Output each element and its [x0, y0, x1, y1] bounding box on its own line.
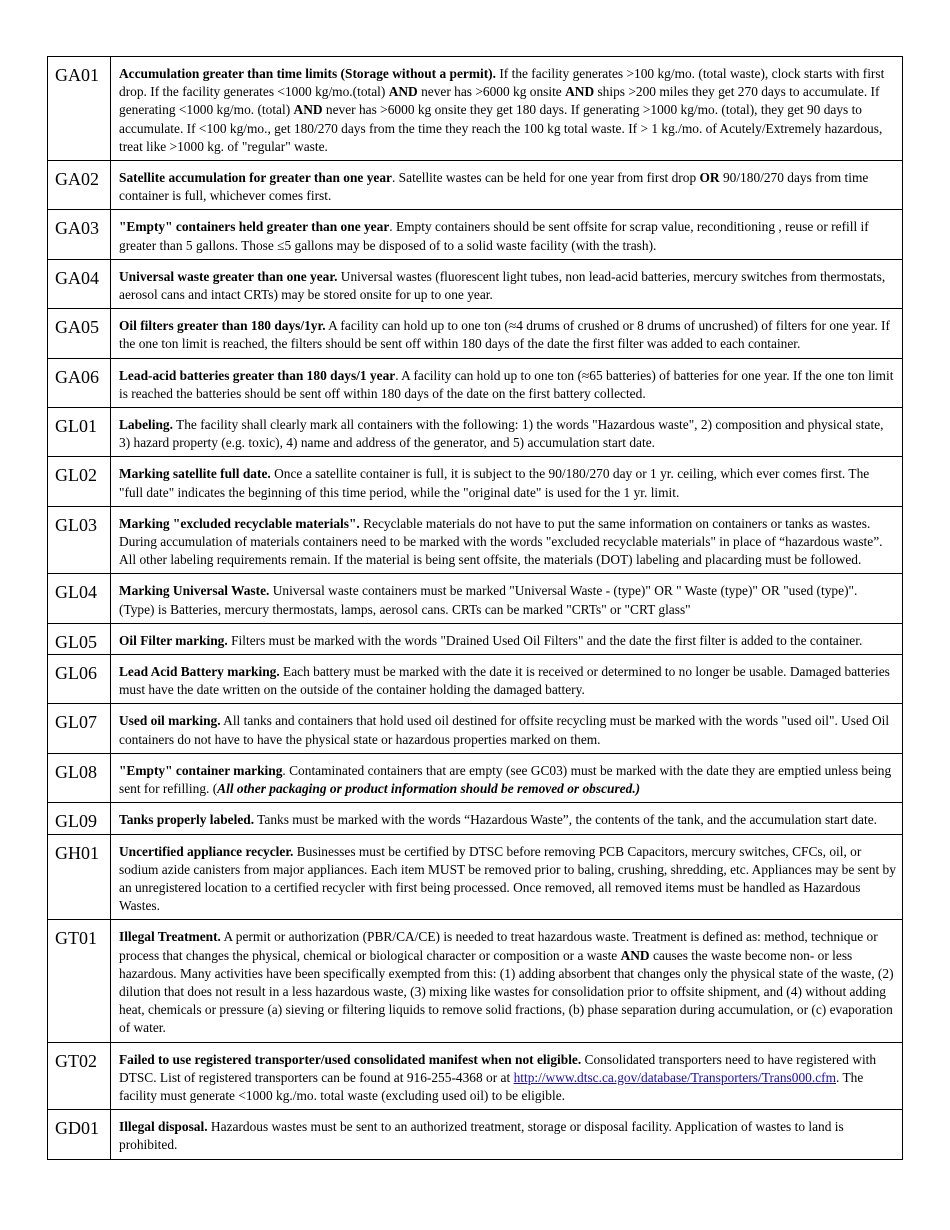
- description-text: . The facility must generate <1000 kg./mo. total waste (excluding used oil) to be eligible.: [119, 1069, 864, 1103]
- violation-description: [111, 623, 903, 654]
- violation-title: Illegal Treatment.: [119, 929, 221, 945]
- violation-code: GA03: [48, 210, 111, 259]
- description-text: Tanks must be marked with the words “Hazardous Waste”, the contents of the tank, and the accumulation start date.: [254, 812, 878, 828]
- violation-code: GL06: [48, 655, 111, 704]
- description-text: . Satellite wastes can be held for one year from first drop: [391, 170, 700, 186]
- violation-title: Marking "excluded recyclable materials".: [119, 515, 360, 531]
- description-text: never has >6000 kg onsite: [417, 84, 566, 100]
- table-row: [48, 210, 903, 259]
- table-row: [48, 803, 903, 834]
- table-row: [48, 457, 903, 506]
- violation-code: GT01: [48, 920, 111, 1042]
- violation-title: "Empty" containers held greater than one year: [119, 219, 390, 235]
- violation-title: Failed to use registered transporter/used consolidated manifest when not eligible.: [119, 1051, 582, 1067]
- violation-description: [111, 259, 903, 308]
- violation-title: Oil filters greater than 180 days/1yr.: [119, 318, 326, 334]
- violation-description: [111, 920, 903, 1042]
- table-row: [48, 704, 903, 753]
- violation-codes-table: [47, 56, 903, 1160]
- description-text: ships >200 miles they get 270 days to accumulate. If generating <1000 kg/mo. (total): [119, 84, 880, 118]
- table-row: [48, 57, 903, 161]
- table-row: [48, 623, 903, 654]
- violation-title: Marking Universal Waste.: [119, 583, 270, 599]
- violation-code: GA01: [48, 57, 111, 161]
- violation-code: GL07: [48, 704, 111, 753]
- violation-description: [111, 834, 903, 920]
- violation-description: [111, 210, 903, 259]
- violation-description: [111, 506, 903, 574]
- description-text: Consolidated transporters need to have registered with DTSC. List of registered transporters can be found at 916-255-4368 or at: [119, 1051, 877, 1085]
- violation-title: Used oil marking.: [119, 713, 221, 729]
- description-text: causes the waste become non- or less hazardous. Many activities have been specifically exempted from this: (1) adding absorbent that changes only the physical state of the waste, (2) dilution that does not result in a less hazardous waste, (3) mixing like wastes for consolidation prior to offsite shipment, and (4) without adding heat, chemicals or pressure (a) sieving or filtering liquids to remove solid fractions, (b) phase separation during accumulation, or (c) evaporation of water.: [119, 947, 894, 1036]
- violation-title: AND: [293, 102, 323, 118]
- description-text: 90/180/270 days from time container is full, whichever comes first.: [119, 170, 869, 204]
- transporters-link[interactable]: http://www.dtsc.ca.gov/database/Transporters/Trans000.cfm: [513, 1069, 837, 1085]
- violation-description: [111, 457, 903, 506]
- description-text: Recyclable materials do not have to put the same information on containers or tanks as wastes. During accumulation of materials containers need to be marked with the words "excluded recyclable materials" in place of “hazardous waste”. All other labeling requirements remain. If the material is being sent offsite, the materials (DOT) labeling and placarding must be followed.: [119, 515, 883, 568]
- violation-code: GT02: [48, 1042, 111, 1110]
- description-text: A permit or authorization (PBR/CA/CE) is needed to treat hazardous waste. Treatment is defined as: method, technique or process that changes the physical, chemical or biological character or composition or a waste: [119, 929, 878, 963]
- violation-code: GH01: [48, 834, 111, 920]
- violation-description: [111, 57, 903, 161]
- table-row: [48, 506, 903, 574]
- description-text: . Empty containers should be sent offsite for scrap value, reconditioning , reuse or refill if greater than 5 gallons. Those ≤5 gallons may be disposed of to a solid waste facility (with the trash).: [119, 219, 869, 253]
- table-row: [48, 834, 903, 920]
- table-row: [48, 574, 903, 623]
- table-row: [48, 1110, 903, 1159]
- table-row: [48, 161, 903, 210]
- violation-code: GL02: [48, 457, 111, 506]
- violation-code: GL01: [48, 408, 111, 457]
- table-row: [48, 1042, 903, 1110]
- violation-code: GL03: [48, 506, 111, 574]
- description-text: Filters must be marked with the words "Drained Used Oil Filters" and the date the first filter is added to the container.: [227, 632, 863, 648]
- violation-description: [111, 1110, 903, 1159]
- table-row: [48, 358, 903, 407]
- description-text: . A facility can hold up to one ton (≈65 batteries) of batteries for one year. If the one ton limit is reached the batteries should be sent off within 180 days of the date on the first battery collected.: [119, 367, 894, 401]
- emphasis-note: All other packaging or product information should be removed or obscured.): [217, 781, 641, 797]
- violation-code: GD01: [48, 1110, 111, 1159]
- description-text: Universal waste containers must be marked "Universal Waste - (type)" OR " Waste (type)" OR "used (type)". (Type) is Batteries, mercury thermostats, lamps, aerosol cans. CRTs can be marked "CRTs" or "CRT glass": [119, 583, 858, 617]
- table-row: [48, 408, 903, 457]
- violation-title: Marking satellite full date.: [119, 466, 271, 482]
- table-row: [48, 259, 903, 308]
- description-text: All tanks and containers that hold used oil destined for offsite recycling must be marked with the words "used oil". Used Oil containers do not have to have the physical state or hazardous properties marked on them.: [119, 713, 890, 747]
- description-text: Universal wastes (fluorescent light tubes, non lead-acid batteries, mercury switches from thermostats, aerosol cans and intact CRTs) may be stored onsite for up to one year.: [119, 268, 886, 303]
- violation-title: OR: [699, 170, 720, 186]
- violation-description: [111, 358, 903, 407]
- violation-description: [111, 408, 903, 457]
- violation-title: Lead Acid Battery marking.: [119, 664, 280, 680]
- violation-description: [111, 574, 903, 623]
- table-row: [48, 309, 903, 358]
- violation-title: AND: [388, 84, 418, 100]
- violation-code: GL04: [48, 574, 111, 623]
- violation-code: GA04: [48, 259, 111, 308]
- description-text: never has >6000 kg onsite they get 180 days. If generating >1000 kg/mo. (total), they get 90 days to accumulate. If <100 kg/mo., get 180/270 days from the time they reach the 100 kg total waste. If > 1 kg./mo. of Acutely/Extremely hazardous, treat like >1000 kg. of "regular" waste.: [119, 102, 883, 154]
- violation-title: Accumulation greater than time limits (Storage without a permit).: [119, 66, 496, 81]
- violation-code: GA02: [48, 161, 111, 210]
- violation-description: [111, 655, 903, 704]
- violation-codes-body: [48, 57, 903, 1160]
- violation-title: Satellite accumulation for greater than one year: [119, 170, 392, 186]
- table-row: [48, 920, 903, 1042]
- violation-code: GL05: [48, 623, 111, 654]
- description-text: If the facility generates >100 kg/mo. (total waste), clock starts with first drop. If the facility generates <1000 kg/mo.(total): [119, 66, 885, 100]
- table-row: [48, 753, 903, 802]
- description-text: Businesses must be certified by DTSC before removing PCB Capacitors, mercury switches, CFCs, oil, or sodium azide canisters from major appliances. Each item MUST be removed prior to baling, crushing, shredding, etc. Appliances may be sent by an unregistered location to a certified recycler with first being processed. Once removed, all removed items must be handled as Hazardous Wastes.: [119, 843, 896, 914]
- description-text: . Contaminated containers that are empty (see GC03) must be marked with the date they are emptied unless being sent for refilling. (: [119, 762, 892, 797]
- description-text: The facility shall clearly mark all containers with the following: 1) the words "Hazardous waste", 2) composition and physical state, 3) hazard property (e.g. toxic), 4) name and address of the generator, and 5) accumulation start date.: [119, 417, 884, 451]
- violation-title: AND: [565, 84, 595, 100]
- violation-description: [111, 753, 903, 802]
- violation-title: Labeling.: [119, 417, 173, 433]
- violation-title: Tanks properly labeled.: [119, 812, 255, 828]
- description-text: A facility can hold up to one ton (≈4 drums of crushed or 8 drums of uncrushed) of filters for one year. If the one ton limit is reached, the filters should be sent off within 180 days of the date the first filter was added to each container.: [119, 318, 890, 352]
- violation-code: GL09: [48, 803, 111, 834]
- description-text: Once a satellite container is full, it is subject to the 90/180/270 day or 1 yr. ceiling, which ever comes first. The "full date" indicates the beginning of this time period, while the "original date" is used for the 1 yr. limit.: [119, 466, 870, 500]
- violation-code: GL08: [48, 753, 111, 802]
- violation-description: [111, 161, 903, 210]
- violation-code: GA05: [48, 309, 111, 358]
- violation-title: "Empty" container marking: [119, 762, 283, 778]
- violation-title: AND: [620, 947, 650, 963]
- table-row: [48, 655, 903, 704]
- violation-description: [111, 803, 903, 834]
- violation-description: [111, 704, 903, 753]
- violation-title: Lead-acid batteries greater than 180 days/1 year: [119, 367, 396, 383]
- violation-title: Oil Filter marking.: [119, 632, 228, 648]
- violation-title: Uncertified appliance recycler.: [119, 843, 294, 859]
- description-text: Hazardous wastes must be sent to an authorized treatment, storage or disposal facility. Application of wastes to land is prohibited.: [119, 1119, 844, 1153]
- violation-description: [111, 309, 903, 358]
- violation-description: [111, 1042, 903, 1110]
- description-text: Each battery must be marked with the date it is received or determined to no longer be usable. Damaged batteries must have the date written on the outside of the container holding the damaged battery.: [119, 664, 890, 698]
- violation-code: GA06: [48, 358, 111, 407]
- violation-title: Universal waste greater than one year.: [119, 268, 338, 284]
- violation-title: Illegal disposal.: [119, 1119, 208, 1135]
